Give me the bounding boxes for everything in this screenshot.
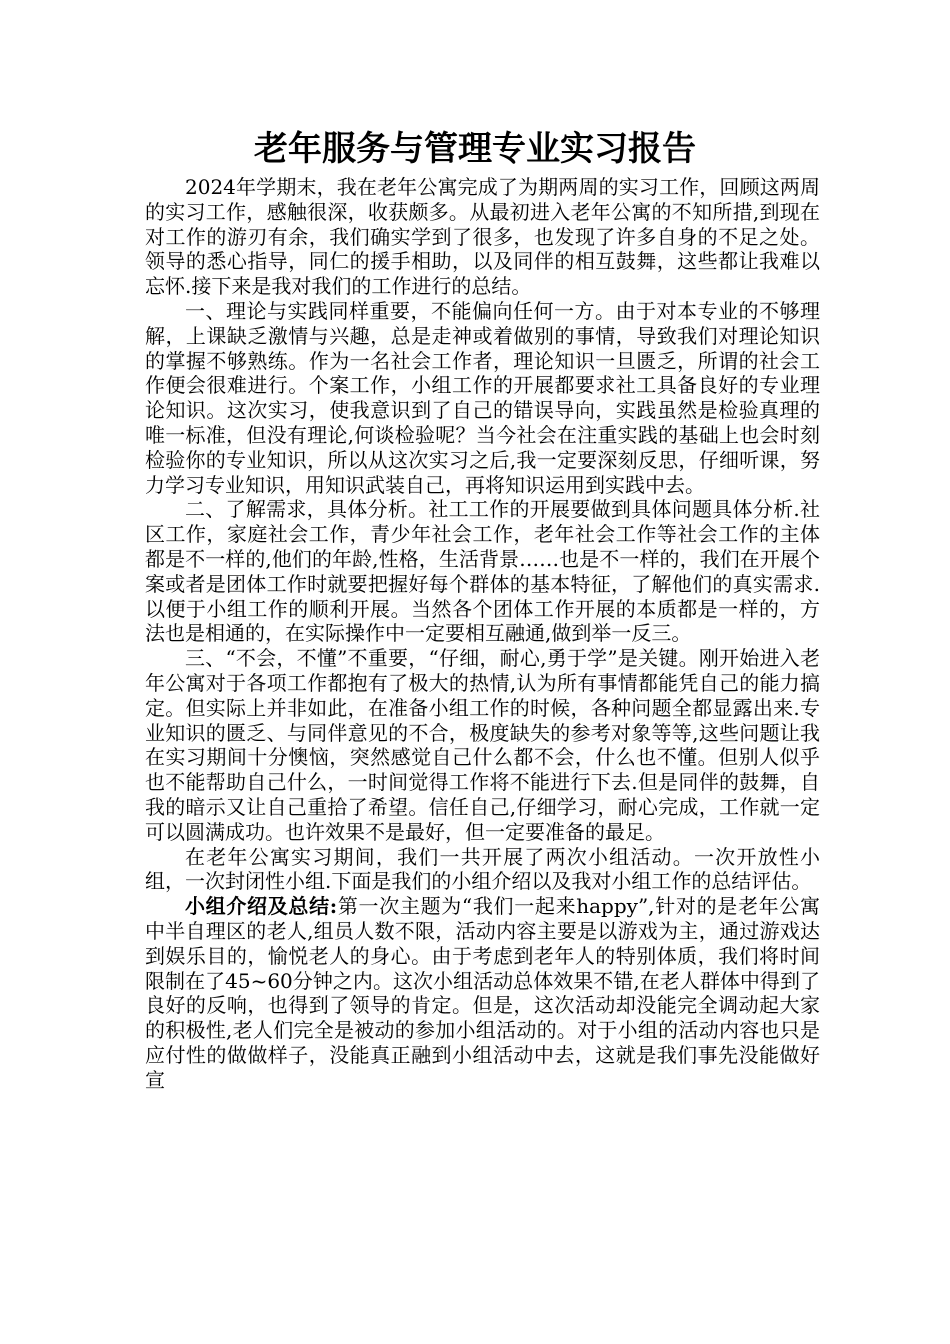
paragraph-careful-patient: 三、“不会，不懂”不重要，“仔细，耐心,勇于学”是关键。刚开始进入老年公寓对于各项工作都抱有了极大的热情,认为所有事情都能凭自己的能力搞定。但实际上并非如此，在准备小组工作的时候，各种问题全都显露出来.专业知识的匮乏、与同伴意见的不合，极度缺失的参考对象等等,这些问题让我在实习期间十分懊恼，突然感觉自己什么都不会，什么也不懂。但别人似乎也不能帮助自己什么，一时间觉得工作将不能进行下去.但是同伴的鼓舞，自我的暗示又让自己重拾了希望。信任自己,仔细学习，耐心完成，工作就一定可以圆满成功。也许效果不是最好，但一定要准备的最足。 (145, 646, 820, 844)
paragraph-group-summary (145, 894, 820, 1092)
document-title: 老年服务与管理专业实习报告 (254, 129, 696, 169)
paragraph-theory-practice: 一、理论与实践同样重要，不能偏向任何一方。由于对本专业的不够理解，上课缺乏激情与兴趣，总是走神或着做别的事情，导致我们对理论知识的掌握不够熟练。作为一名社会工作者，理论知识一旦匮乏，所谓的社会工作便会很难进行。个案工作，小组工作的开展都要求社工具备良好的专业理论知识。这次实习，使我意识到了自己的错误导向，实践虽然是检验真理的唯一标准，但没有理论,何谈检验呢？当今社会在注重实践的基础上也会时刻检验你的专业知识，所以从这次实习之后,我一定要深刻反思，仔细听课，努力学习专业知识，用知识武装自己，再将知识运用到实践中去。 (145, 298, 820, 497)
document-body (145, 175, 820, 1092)
paragraph-intro: 2024年学期末，我在老年公寓完成了为期两周的实习工作，回顾这两周的实习工作，感触很深，收获颇多。从最初进入老年公寓的不知所措,到现在对工作的游刃有余，我们确实学到了很多，也发现了许多自身的不足之处。领导的悉心指导，同仁的援手相助，以及同伴的相互鼓舞，这些都让我难以忘怀.接下来是我对我们的工作进行的总结。 (145, 175, 820, 299)
paragraph-understand-needs: 二、了解需求，具体分析。社工工作的开展要做到具体问题具体分析.社区工作，家庭社会工作，青少年社会工作，老年社会工作等社会工作的主体都是不一样的,他们的年龄,性格，生活背景……也是不一样的，我们在开展个案或者是团体工作时就要把握好每个群体的基本特征，了解他们的真实需求.以便于小组工作的顺利开展。当然各个团体工作开展的本质都是一样的，方法也是相通的，在实际操作中一定要相互融通,做到举一反三。 (145, 497, 820, 646)
paragraph-group-activities: 在老年公寓实习期间，我们一共开展了两次小组活动。一次开放性小组，一次封闭性小组.下面是我们的小组介绍以及我对小组工作的总结评估。 (145, 844, 820, 894)
group-summary-text: 第一次主题为“我们一起来happy”,针对的是老年公寓中半自理区的老人,组员人数不限，活动内容主要是以游戏为主，通过游戏达到娱乐目的，愉悦老人的身心。由于考虑到老年人的特别体质，我们将时间限制在了45~60分钟之内。这次小组活动总体效果不错,在老人群体中得到了良好的反响，也得到了领导的肯定。但是，这次活动却没能完全调动起大家的积极性,老人们完全是被动的参加小组活动的。对于小组的活动内容也只是应付性的做做样子，没能真正融到小组活动中去，这就是我们事先没能做好宣 (145, 894, 820, 1092)
group-summary-heading: 小组介绍及总结: (185, 894, 338, 919)
